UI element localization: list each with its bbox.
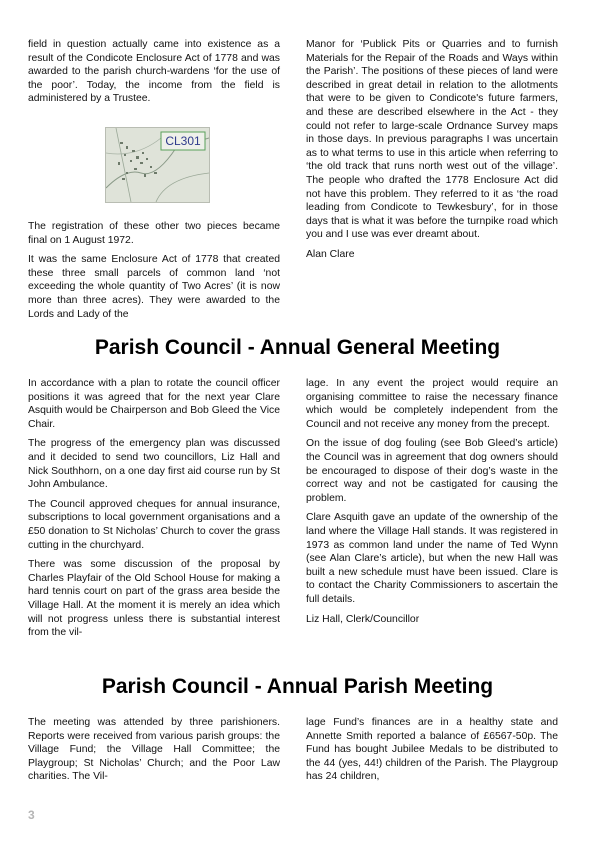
page-number: 3 xyxy=(28,808,35,822)
map-label: CL301 xyxy=(165,134,201,148)
paragraph: The registration of these other two pieces became final on 1 August 1972. xyxy=(28,221,280,246)
article-column-left-lower xyxy=(28,220,280,327)
apm-column-left xyxy=(28,716,280,790)
paragraph: The progress of the emergency plan was discussed and it decided to send two councillors, Liz Hall and Nick Southhorn, on a one day first aid course run by St John Ambulance. xyxy=(28,438,280,491)
map-image xyxy=(105,127,210,203)
map-drawing xyxy=(106,128,209,202)
agm-column-right xyxy=(306,377,558,632)
article-column-left xyxy=(28,38,280,112)
paragraph: The Council approved cheques for annual insurance, subscriptions to local government organisations and a £50 donation to St Nicholas’ Church to cover the grass cutting in the churchyard. xyxy=(28,498,280,551)
paragraph: There was some discussion of the proposal by Charles Playfair of the Old School House for making a hard tennis court on part of the grass area beside the Village Hall. At the moment it is merely an idea which will not progress unless there is substantial interest from the vil- xyxy=(28,559,280,639)
agm-heading: Parish Council - Annual General Meeting xyxy=(94,336,501,359)
paragraph: On the issue of dog fouling (see Bob Gleed’s article) the Council was in agreement that dog owners should be encouraged to dispose of their dog’s waste in the correct way and not be castigated for causing the problem. xyxy=(306,438,558,504)
paragraph: Clare Asquith gave an update of the ownership of the land where the Village Hall stands. It was registered in 1973 as common land under the name of Ted Wynn (see Alan Clare’s article), but when the new Hall was built a new schedule must have been issued. Clare is to contact the Charity Commissioners to ascertain the full details. xyxy=(306,512,558,605)
paragraph: In accordance with a plan to rotate the council officer positions it was agreed that for the next year Clare Asquith would be Chairperson and Bob Gleed the Vice Chair. xyxy=(28,378,280,430)
author-signature: Alan Clare xyxy=(306,248,355,260)
paragraph: The meeting was attended by three parishioners. Reports were received from various parish groups: the Village Fund; the Village Hall Committee; the Playgroup; St Nicholas’ Church; and the Poor Law charities. The Vil- xyxy=(28,717,280,783)
paragraph: field in question actually came into existence as a result of the Condicote Enclosure Act of 1778 and was awarded to the parish church-wardens ‘for the use of the poor’. Today, the income from the field is administered by a Trustee. xyxy=(28,39,280,105)
paragraph: It was the same Enclosure Act of 1778 that created these three small parcels of common land ‘not exceeding the whole quantity of Two Acres’ (it is now more than three acres). They were awarded to the Lords and Lady of the xyxy=(28,254,280,320)
apm-heading: Parish Council - Annual Parish Meeting xyxy=(101,675,494,698)
paragraph: Manor for ‘Publick Pits or Quarries and to furnish Materials for the Repair of the Roads and Ways within the Parish’. The positions of these pieces of land were described in great detail in relation to the allotments that were to be given to Condicote's future farmers, and these are described elsewhere in the Act - they could not refer to large-scale Ordnance Survey maps in those days. In previous paragraphs I was uncertain as to what terms to use in this article when referring to ‘the old track that runs north west out of the village’. The people who drafted the 1778 Enclosure Act did not have this problem. They referred to it as ‘the road leading from Condicote to Tewkesbury’, for in those days that is what it was before the turnpike road which you and I use was ever dreamt about. xyxy=(306,39,558,241)
author-signature: Liz Hall, Clerk/Councillor xyxy=(306,613,420,625)
paragraph: lage. In any event the project would require an organising committee to raise the necessary finance which would be completely independent from the Council and not receive any money from the precept. xyxy=(306,378,558,430)
article-column-right xyxy=(306,38,558,268)
apm-column-right xyxy=(306,716,558,790)
agm-column-left xyxy=(28,377,280,646)
paragraph: lage Fund’s finances are in a healthy state and Annette Smith reported a balance of £6567-50p. The Fund has bought Jubilee Medals to be distributed to the 44 (yes, 44!) children of the Parish. The Playgroup has 24 children, xyxy=(306,717,558,783)
